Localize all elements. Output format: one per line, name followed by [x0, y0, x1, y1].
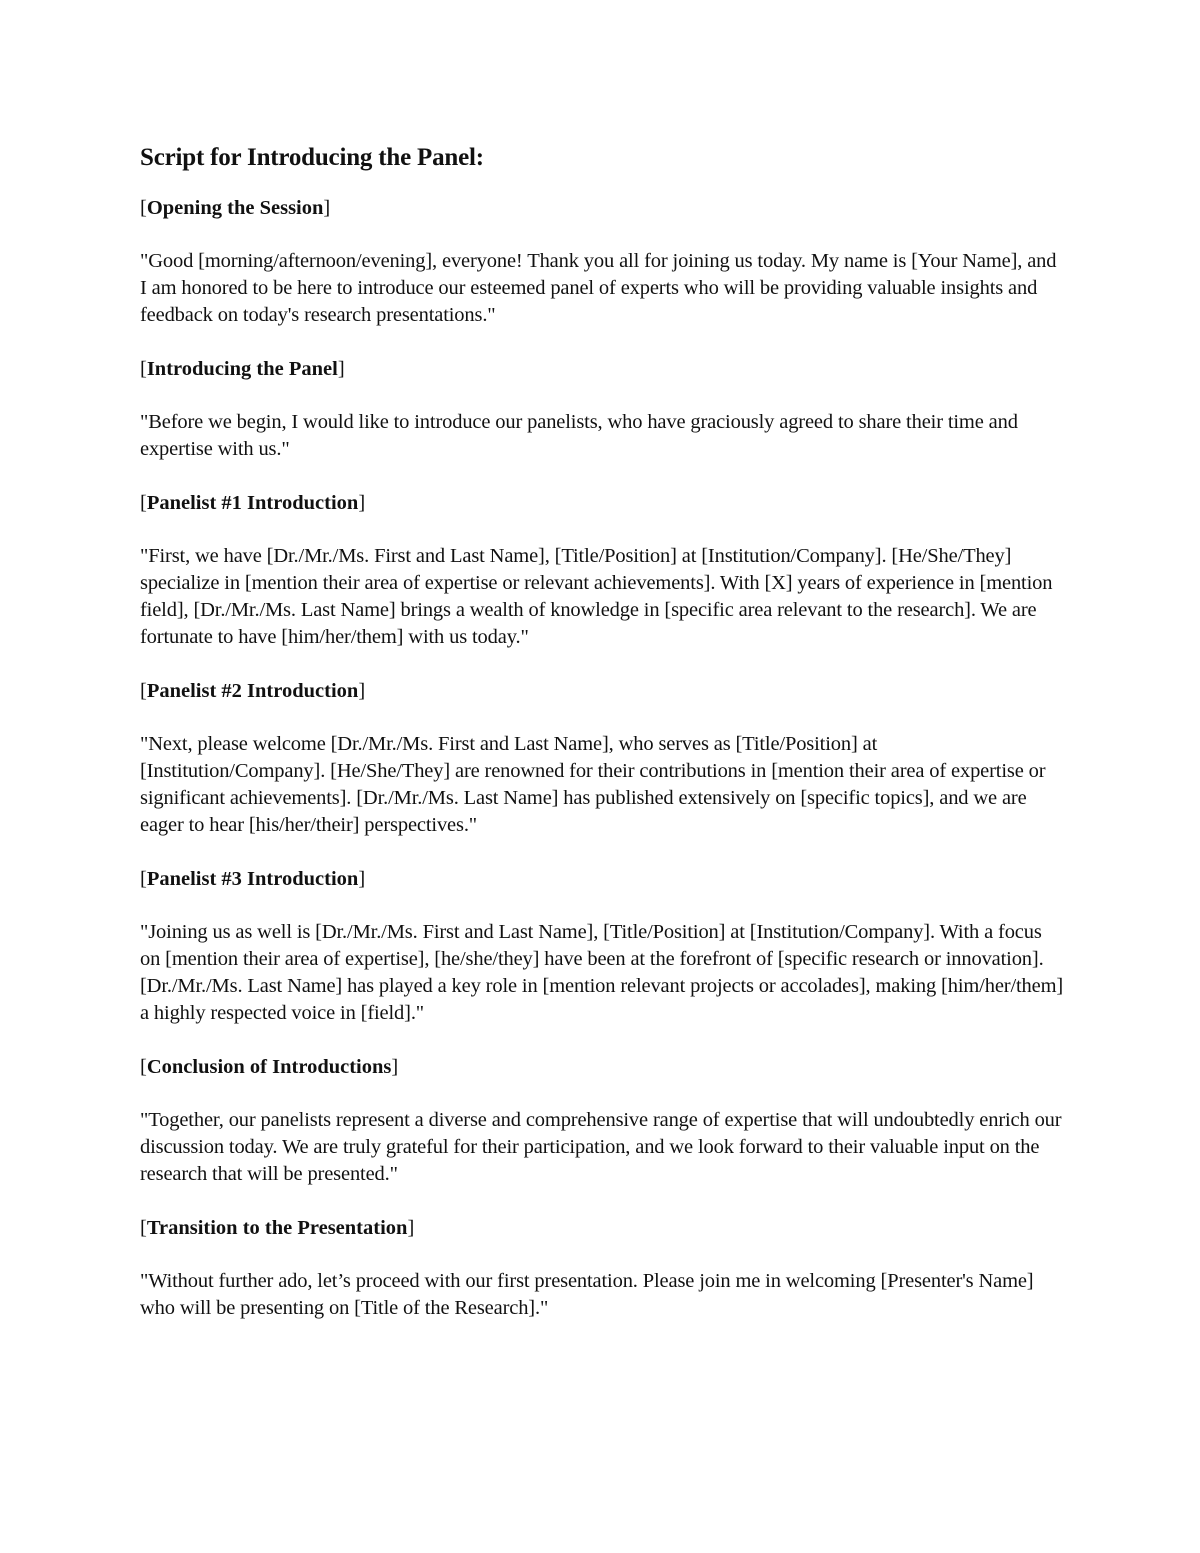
- section-paragraph-panelist-2: "Next, please welcome [Dr./Mr./Ms. First and Last Name], who serves as [Title/Position] at [Institution/Company]. [He/She/They] are renowned for their contributions in [mention their area of expertise or significant achievements]. [Dr./Mr./Ms. Last Name] has published extensively on [specific topics], and we are eager to hear [his/her/their] perspectives.": [140, 733, 1046, 836]
- section-paragraph-conclusion: "Together, our panelists represent a diverse and comprehensive range of expertise that will undoubtedly enrich our discussion today. We are truly grateful for their participation, and we look forward to their valuable input on the research that will be presented.": [140, 1109, 1062, 1185]
- section-heading-text: Opening the Session: [146, 197, 324, 219]
- document-body: [140, 138, 1065, 1349]
- section-heading-conclusion: [Conclusion of Introductions]: [140, 1056, 399, 1078]
- section-heading-panelist-1: [Panelist #1 Introduction]: [140, 492, 366, 514]
- section-paragraph-panelist-3: "Joining us as well is [Dr./Mr./Ms. First and Last Name], [Title/Position] at [Institution/Company]. With a focus on [mention their area of expertise], [he/she/they] have been at the forefront of [specific research or innovation]. [Dr./Mr./Ms. Last Name] has played a key role in [mention relevant projects or accolades], making [him/her/them] a highly respected voice in [field].": [140, 921, 1064, 1024]
- section-heading-introducing-panel: [Introducing the Panel]: [140, 358, 345, 380]
- section-heading-text: Introducing the Panel: [146, 358, 338, 380]
- section-heading-opening: [Opening the Session]: [140, 197, 331, 219]
- section-heading-text: Transition to the Presentation: [146, 1217, 408, 1239]
- section-heading-panelist-3: [Panelist #3 Introduction]: [140, 868, 366, 890]
- section-heading-text: Panelist #1 Introduction: [146, 492, 359, 514]
- section-heading-panelist-2: [Panelist #2 Introduction]: [140, 680, 366, 702]
- section-heading-text: Panelist #3 Introduction: [146, 868, 359, 890]
- section-heading-text: Conclusion of Introductions: [146, 1056, 392, 1078]
- section-paragraph-introducing-panel: "Before we begin, I would like to introduce our panelists, who have graciously agreed to share their time and expertise with us.": [140, 411, 1018, 460]
- section-paragraph-opening: "Good [morning/afternoon/evening], everyone! Thank you all for joining us today. My name is [Your Name], and I am honored to be here to introduce our esteemed panel of experts who will be providing valuable insights and feedback on today's research presentations.": [140, 250, 1057, 326]
- section-paragraph-panelist-1: "First, we have [Dr./Mr./Ms. First and Last Name], [Title/Position] at [Institution/Company]. [He/She/They] specialize in [mention their area of expertise or relevant achievements]. With [X] years of experience in [mention field], [Dr./Mr./Ms. Last Name] brings a wealth of knowledge in [specific area relevant to the research]. We are fortunate to have [him/her/them] with us today.": [140, 545, 1053, 648]
- section-heading-text: Panelist #2 Introduction: [146, 680, 359, 702]
- section-paragraph-transition: "Without further ado, let’s proceed with our first presentation. Please join me in welcoming [Presenter's Name] who will be presenting on [Title of the Research].": [140, 1270, 1034, 1319]
- section-heading-transition: [Transition to the Presentation]: [140, 1217, 415, 1239]
- document-title: Script for Introducing the Panel:: [140, 144, 484, 171]
